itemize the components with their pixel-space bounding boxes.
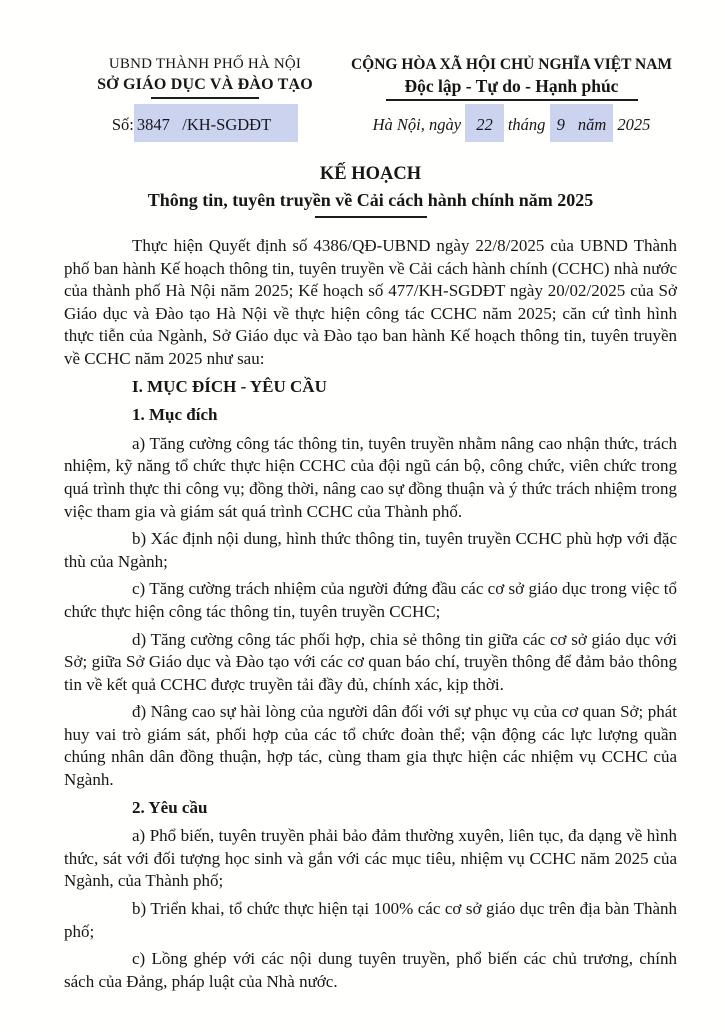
muc-dich-item-d: d) Tăng cường công tác phối hợp, chia sẻ thông tin giữa các cơ sở giáo dục với Sở; giữa Sở Giáo dục và Đào tạo với các cơ quan báo chí, truyền thông để đảm bảo thông tin về kết quả CCHC được truyền tải đầy đủ, chính xác, kịp thời. [64, 629, 677, 694]
place-date-line [346, 115, 677, 135]
document-subject-title: Thông tin, tuyên truyền về Cải cách hành chính năm 2025 [147, 190, 594, 210]
national-title: CỘNG HÒA XÃ HỘI CHỦ NGHĨA VIỆT NAM [350, 56, 673, 73]
issuing-authority-underline [151, 97, 259, 99]
muc-dich-item-a: a) Tăng cường công tác thông tin, tuyên truyền nhằm nâng cao nhận thức, trách nhiệm, kỹ năng tổ chức thực hiện CCHC của đội ngũ cán bộ, công chức, viên chức trong quá trình thực thi công vụ; đồng thời, nâng cao sự đồng thuận và ý thức trách nhiệm trong việc tham gia và giám sát quá trình CCHC của Thành phố. [64, 433, 677, 521]
date-nam-label: năm [577, 115, 607, 134]
date-year-value: 2025 [617, 115, 651, 134]
section-1-heading: I. MỤC ĐÍCH - YÊU CẦU [132, 376, 327, 396]
document-body [64, 235, 677, 993]
yeu-cau-item-a: a) Phổ biến, tuyên truyền phải bảo đảm thường xuyên, liên tục, đa dạng về hình thức, sát với đối tượng học sinh và gắn với các mục tiêu, nhiệm vụ CCHC năm 2025 của Ngành, của Thành phố; [64, 826, 677, 891]
national-motto: Độc lập - Tự do - Hạnh phúc [404, 76, 619, 96]
issuing-authority-parent: UBND THÀNH PHỐ HÀ NỘI [108, 56, 302, 72]
issuing-authority-name: SỞ GIÁO DỤC VÀ ĐÀO TẠO [97, 76, 313, 93]
date-day-highlight: 22 [465, 104, 504, 142]
document-header [64, 55, 677, 135]
document-type-title: KẾ HOẠCH [319, 164, 422, 184]
place-date-prefix: Hà Nội, ngày [372, 115, 462, 134]
intro-paragraph: Thực hiện Quyết định số 4386/QĐ-UBND ngày 22/8/2025 của UBND Thành phố ban hành Kế hoạch thông tin, tuyên truyền về Cải cách hành chính (CCHC) nhà nước của thành phố Hà Nội năm 2025; Kế hoạch số 477/KH-SGDĐT ngày 20/02/2025 của Sở Giáo dục và Đào tạo Hà Nội về thực hiện công tác CCHC năm 2025; căn cứ tình hình thực tiễn của Ngành, Sở Giáo dục và Đào tạo ban hành Kế hoạch thông tin, tuyên truyền về CCHC năm 2025 như sau: [64, 236, 677, 368]
muc-dich-item-c: c) Tăng cường trách nhiệm của người đứng đầu các cơ sở giáo dục trong việc tổ chức thực hiện công tác thông tin, tuyên truyền CCHC; [64, 579, 677, 621]
date-thang-label: tháng [507, 115, 546, 134]
yeu-cau-item-b: b) Triển khai, tổ chức thực hiện tại 100% các cơ sở giáo dục trên địa bàn Thành phố; [64, 899, 677, 941]
document-number-value-highlight: 3847 /KH-SGDĐT [134, 104, 298, 142]
issuing-authority-block [64, 55, 346, 135]
yeu-cau-heading: 2. Yêu cầu [132, 797, 208, 817]
muc-dich-heading: 1. Mục đích [132, 405, 218, 425]
national-heading-block [346, 55, 677, 135]
muc-dich-item-dd: đ) Nâng cao sự hài lòng của người dân đối với sự phục vụ của cơ quan Sở; phát huy vai trò giám sát, phối hợp của các tổ chức đoàn thể; vận động các lực lượng quần chúng nhân dân đồng thuận, hợp tác, cùng tham gia thực hiện các nhiệm vụ CCHC của Ngành. [64, 702, 677, 790]
muc-dich-item-b: b) Xác định nội dung, hình thức thông tin, tuyên truyền CCHC phù hợp với đặc thù của Ngành; [64, 529, 677, 571]
document-number-line [64, 115, 346, 135]
title-divider [315, 216, 427, 218]
date-month-highlight [550, 104, 614, 142]
date-month-value: 9 [556, 115, 565, 134]
yeu-cau-item-c: c) Lồng ghép với các nội dung tuyên truyền, phổ biến các chủ trương, chính sách của Đảng, pháp luật của Nhà nước. [64, 949, 677, 991]
national-motto-underline [386, 99, 638, 101]
document-number-prefix: Số: [111, 115, 134, 134]
title-block [64, 162, 677, 218]
